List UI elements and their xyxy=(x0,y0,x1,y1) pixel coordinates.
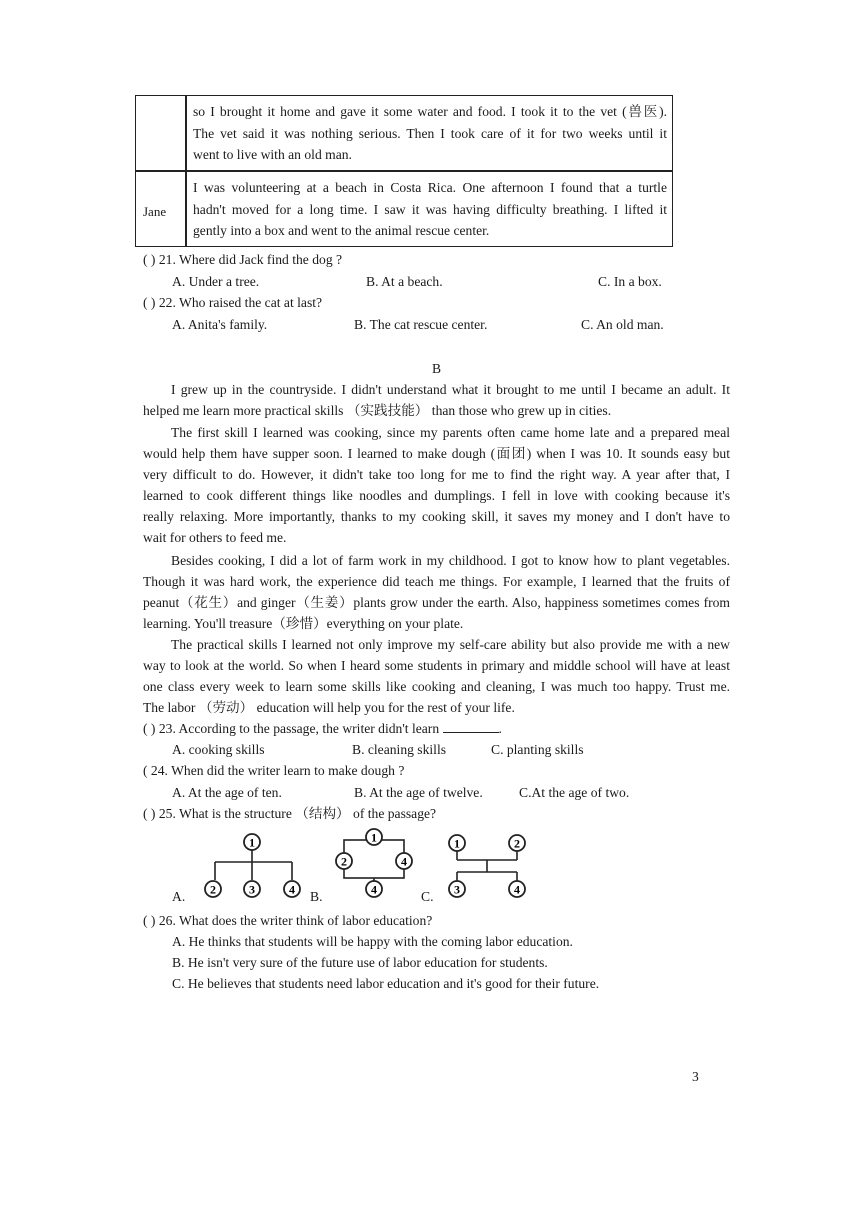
svg-text:3: 3 xyxy=(454,882,460,897)
question-21-option-b[interactable]: B. At a beach. xyxy=(366,274,443,289)
structure-diagram-a[interactable] xyxy=(195,832,315,902)
passage-paragraph-3 xyxy=(143,550,730,634)
table-row-1-text xyxy=(193,101,667,166)
circled-number-1 xyxy=(244,834,260,850)
question-22-option-a[interactable]: A. Anita's family. xyxy=(172,317,268,332)
table-line: went to live with an old man. xyxy=(193,147,352,162)
passage-line: The practical skills I learned not only improve my self-care ability but also provide me with a new xyxy=(171,637,730,652)
passage-line: wait for others to feed me. xyxy=(143,530,287,546)
passage-paragraph-2 xyxy=(143,422,730,549)
question-23-text: ( ) 23. According to the passage, the writer didn't learn xyxy=(143,721,440,736)
circled-number-2 xyxy=(336,853,352,869)
question-23-option-c[interactable]: C. planting skills xyxy=(491,742,584,757)
passage-line: very difficult to do. However, it didn't take too long for me to find the right way. A year after that, I xyxy=(143,467,730,483)
question-21-stem: ( ) 21. Where did Jack find the dog ? xyxy=(143,252,343,267)
circled-number-3 xyxy=(244,881,260,897)
table-line: hadn't moved for a long time. I saw it was having difficulty breathing. I lifted it xyxy=(193,201,667,217)
passage-line: helped me learn more practical skills （实践技能） than those who grew up in cities. xyxy=(143,403,612,419)
question-22-option-c[interactable]: C. An old man. xyxy=(581,317,664,332)
question-26-stem: ( ) 26. What does the writer think of labor education? xyxy=(143,913,433,928)
passage-line: one class every week to learn some skills like cooking and cleaning, I was much too happy. Trust me. xyxy=(143,679,730,695)
question-24-option-c[interactable]: C.At the age of two. xyxy=(519,785,630,800)
svg-text:2: 2 xyxy=(341,854,347,869)
question-25-option-b[interactable]: B. xyxy=(310,889,323,904)
svg-text:1: 1 xyxy=(454,836,460,851)
page-number: 3 xyxy=(692,1069,699,1084)
table-line: gently into a box and went to the animal rescue center. xyxy=(193,223,490,238)
question-22-option-b[interactable]: B. The cat rescue center. xyxy=(354,317,488,332)
circled-number-2 xyxy=(205,881,221,897)
svg-text:4: 4 xyxy=(289,882,295,897)
table-line: The vet said it was nothing serious. Then I took care of it for two weeks until it xyxy=(193,125,667,141)
passage-paragraph-4 xyxy=(143,634,730,718)
question-24-option-b[interactable]: B. At the age of twelve. xyxy=(354,785,483,800)
question-25-option-c[interactable]: C. xyxy=(421,889,434,904)
table-row-2-name: Jane xyxy=(143,204,167,219)
passage-line: peanut（花生）and ginger（生姜）plants grow under the earth. Also, happiness sometimes comes from xyxy=(143,595,730,611)
svg-text:4: 4 xyxy=(371,882,377,897)
passage-line: really relaxing. More importantly, thanks to my cooking skill, it saves my money and I don't have to xyxy=(143,509,730,525)
answer-blank xyxy=(443,721,499,733)
svg-text:2: 2 xyxy=(210,882,216,897)
question-23-option-b[interactable]: B. cleaning skills xyxy=(352,742,447,757)
question-26-option-b[interactable]: B. He isn't very sure of the future use of labor education for students. xyxy=(172,955,548,970)
question-26-option-a[interactable]: A. He thinks that students will be happy with the coming labor education. xyxy=(172,934,573,949)
passage-line: The first skill I learned was cooking, since my parents often came home late and a prepared meal xyxy=(171,425,730,440)
svg-text:2: 2 xyxy=(514,836,520,851)
structure-diagram-c[interactable] xyxy=(440,832,540,900)
table-row-divider xyxy=(135,170,673,172)
svg-text:1: 1 xyxy=(249,835,255,850)
question-25-option-a[interactable]: A. xyxy=(172,889,186,904)
question-26-option-c[interactable]: C. He believes that students need labor education and it's good for their future. xyxy=(172,976,600,991)
svg-text:3: 3 xyxy=(249,882,255,897)
structure-diagram-b[interactable] xyxy=(330,826,420,898)
circled-number-4 xyxy=(509,881,525,897)
passage-line: I grew up in the countryside. I didn't understand what it brought to me until I became an adult. It xyxy=(171,382,730,397)
question-25-stem: ( ) 25. What is the structure （结构） of the passage? xyxy=(143,806,437,821)
circled-number-1 xyxy=(449,835,465,851)
question-23-stem xyxy=(143,718,502,739)
svg-text:1: 1 xyxy=(371,830,377,845)
circled-number-4-bottom xyxy=(366,881,382,897)
passage-line: learned to cook different things like noodles and dumplings. I fell in love with cooking because it's xyxy=(143,488,730,504)
passage-line: Besides cooking, I did a lot of farm work in my childhood. I got to know how to plant vegetables. xyxy=(171,553,730,568)
question-24-stem: ( 24. When did the writer learn to make dough ? xyxy=(143,763,405,778)
table-line: so I brought it home and gave it some water and food. I took it to the vet (兽医). xyxy=(193,104,667,119)
circled-number-2 xyxy=(509,835,525,851)
circled-number-1 xyxy=(366,829,382,845)
table-line: I was volunteering at a beach in Costa Rica. One afternoon I found that a turtle xyxy=(193,180,667,195)
passage-line: learning. You'll treasure（珍惜）everything on your plate. xyxy=(143,616,464,632)
section-title: B xyxy=(432,361,442,376)
svg-text:4: 4 xyxy=(514,882,520,897)
circled-number-3 xyxy=(449,881,465,897)
svg-text:4: 4 xyxy=(401,854,407,869)
story-table xyxy=(135,95,673,247)
table-row-2-text xyxy=(193,177,667,242)
circled-number-4 xyxy=(284,881,300,897)
circled-number-4 xyxy=(396,853,412,869)
question-21-option-c[interactable]: C. In a box. xyxy=(598,274,662,289)
passage-line: way to look at the world. So when I heard some students in primary and middle school will have at least xyxy=(143,658,730,674)
passage-paragraph-1 xyxy=(143,379,730,421)
passage-line: The labor （劳动） education will help you for the rest of your life. xyxy=(143,700,515,716)
question-23-end: . xyxy=(498,721,502,736)
question-21-option-a[interactable]: A. Under a tree. xyxy=(172,274,260,289)
passage-line: would help them have supper soon. I learned to make dough (面团) when I was 10. It sounds easy but xyxy=(143,446,730,462)
question-23-option-a[interactable]: A. cooking skills xyxy=(172,742,265,757)
passage-line: Though it was hard work, the experience did teach me things. For example, I learned that the fruits of xyxy=(143,574,730,590)
question-22-stem: ( ) 22. Who raised the cat at last? xyxy=(143,295,323,310)
question-24-option-a[interactable]: A. At the age of ten. xyxy=(172,785,282,800)
